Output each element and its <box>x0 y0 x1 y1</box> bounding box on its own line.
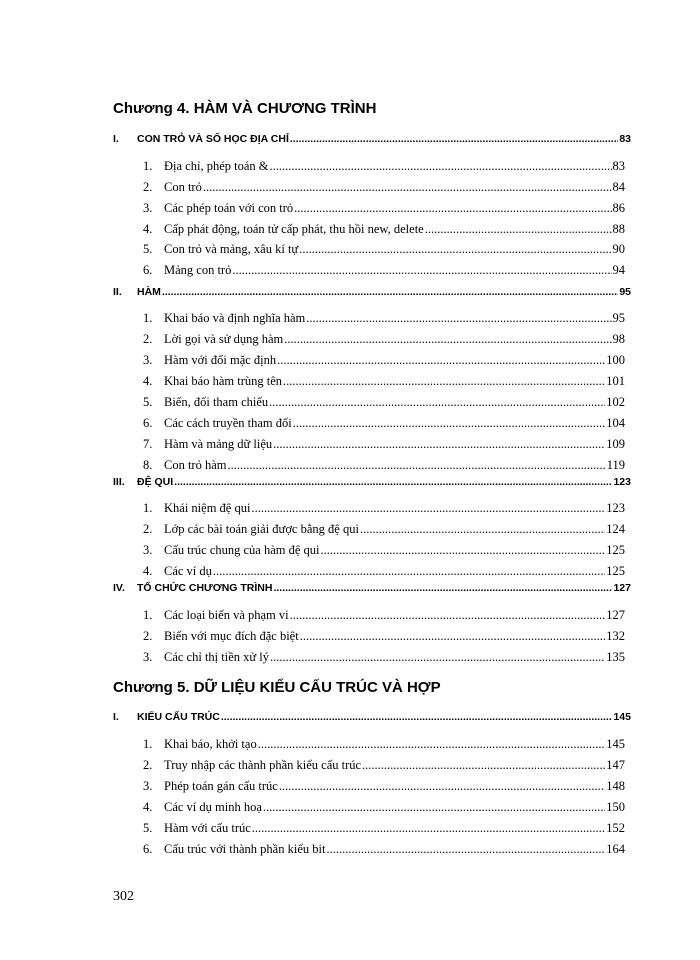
toc-item <box>143 332 625 347</box>
item-number: 7. <box>143 437 153 451</box>
section-number: II. <box>113 286 122 298</box>
item-number: 6. <box>143 263 153 277</box>
item-page: 125 <box>606 543 625 557</box>
leader-dots <box>228 458 606 473</box>
item-title: Khai báo và định nghĩa hàm <box>164 311 306 325</box>
item-number: 3. <box>143 650 153 664</box>
section-number: I. <box>113 711 119 723</box>
item-page: 164 <box>606 842 625 856</box>
toc-item <box>143 737 625 752</box>
leader-dots <box>306 311 611 326</box>
item-title: Biến với mục đích đặc biệt <box>164 629 299 643</box>
item-number: 2. <box>143 758 153 772</box>
section-number: IV. <box>113 582 125 594</box>
toc-item <box>143 159 625 174</box>
item-page: 104 <box>606 416 625 430</box>
toc-item <box>143 564 625 579</box>
item-title: Con trỏ <box>164 180 202 194</box>
leader-dots <box>273 437 605 452</box>
item-page: 84 <box>612 180 625 194</box>
toc-item <box>143 543 625 558</box>
section-title: TỔ CHỨC CHƯƠNG TRÌNH <box>137 582 273 594</box>
item-title: Khai báo, khởi tạo <box>164 737 257 751</box>
item-page: 102 <box>606 395 625 409</box>
leader-dots <box>221 711 613 723</box>
item-page: 109 <box>606 437 625 451</box>
item-number: 2. <box>143 522 153 536</box>
item-title: Các ví dụ <box>164 564 212 578</box>
item-title: Cấu trúc chung của hàm đệ qui <box>164 543 320 557</box>
item-page: 95 <box>612 311 625 325</box>
item-page: 119 <box>606 458 625 472</box>
section-title: KIỂU CẤU TRÚC <box>137 711 220 723</box>
section-page: 83 <box>619 133 631 145</box>
item-page: 145 <box>606 737 625 751</box>
toc-item <box>143 437 625 452</box>
section-page: 95 <box>619 286 631 298</box>
item-number: 1. <box>143 311 153 325</box>
toc-item <box>143 311 625 326</box>
item-number: 8. <box>143 458 153 472</box>
leader-dots <box>270 159 612 174</box>
toc-item <box>143 779 625 794</box>
item-page: 150 <box>606 800 625 814</box>
leader-dots <box>273 582 612 594</box>
toc-item <box>143 374 625 389</box>
item-page: 100 <box>606 353 625 367</box>
toc-item <box>143 800 625 815</box>
item-title: Phép toán gán cấu trúc <box>164 779 278 793</box>
item-number: 3. <box>143 779 153 793</box>
item-title: Truy nhập các thành phần kiểu cấu trúc <box>164 758 362 772</box>
section-title: HÀM <box>137 286 161 298</box>
section-number: I. <box>113 133 119 145</box>
item-page: 83 <box>612 159 625 173</box>
item-page: 124 <box>606 522 625 536</box>
leader-dots <box>293 416 606 431</box>
item-title: Lời gọi và sử dụng hàm <box>164 332 284 346</box>
item-title: Hàm với đối mặc định <box>164 353 277 367</box>
leader-dots <box>279 779 605 794</box>
leader-dots <box>300 629 606 644</box>
leader-dots <box>277 353 605 368</box>
toc-section <box>113 286 631 298</box>
leader-dots <box>299 242 611 257</box>
toc-item <box>143 522 625 537</box>
toc-item <box>143 242 625 257</box>
toc-section <box>113 133 631 145</box>
item-page: 132 <box>606 629 625 643</box>
section-title: ĐỆ QUI <box>137 476 174 488</box>
toc-item <box>143 608 625 623</box>
leader-dots <box>252 821 605 836</box>
leader-dots <box>284 332 611 347</box>
item-page: 88 <box>612 222 625 236</box>
item-number: 4. <box>143 564 153 578</box>
item-page: 125 <box>606 564 625 578</box>
leader-dots <box>162 286 618 298</box>
leader-dots <box>360 522 605 537</box>
item-number: 6. <box>143 842 153 856</box>
item-number: 1. <box>143 159 153 173</box>
toc-section <box>113 582 631 594</box>
toc-item <box>143 353 625 368</box>
item-number: 2. <box>143 629 153 643</box>
item-number: 1. <box>143 501 153 515</box>
item-number: 3. <box>143 353 153 367</box>
item-number: 2. <box>143 332 153 346</box>
item-title: Hàm với cấu trúc <box>164 821 251 835</box>
section-page: 127 <box>613 582 631 594</box>
leader-dots <box>263 800 605 815</box>
item-number: 1. <box>143 737 153 751</box>
section-page: 145 <box>613 711 631 723</box>
item-title: Các cách truyền tham đối <box>164 416 292 430</box>
toc-item <box>143 758 625 773</box>
page-number: 302 <box>113 889 134 904</box>
leader-dots <box>290 133 618 145</box>
item-number: 1. <box>143 608 153 622</box>
item-page: 86 <box>612 201 625 215</box>
leader-dots <box>232 263 611 278</box>
chapter-title: Chương 4. HÀM VÀ CHƯƠNG TRÌNH <box>113 100 377 117</box>
toc-section <box>113 476 631 488</box>
toc-item <box>143 650 625 665</box>
toc-item <box>143 180 625 195</box>
section-page: 123 <box>613 476 631 488</box>
leader-dots <box>321 543 606 558</box>
leader-dots <box>283 374 605 389</box>
item-number: 5. <box>143 242 153 256</box>
leader-dots <box>294 201 611 216</box>
section-number: III. <box>113 476 125 488</box>
item-page: 98 <box>612 332 625 346</box>
item-number: 5. <box>143 821 153 835</box>
item-title: Cấu trúc với thành phần kiểu bit <box>164 842 326 856</box>
toc-item <box>143 416 625 431</box>
item-title: Khái niệm đệ qui <box>164 501 251 515</box>
item-number: 5. <box>143 395 153 409</box>
leader-dots <box>258 737 606 752</box>
item-page: 147 <box>606 758 625 772</box>
leader-dots <box>270 650 605 665</box>
item-title: Các ví dụ minh hoạ <box>164 800 262 814</box>
item-title: Địa chỉ, phép toán & <box>164 159 269 173</box>
leader-dots <box>251 501 605 516</box>
item-title: Biến, đối tham chiếu <box>164 395 269 409</box>
toc-item <box>143 395 625 410</box>
item-number: 2. <box>143 180 153 194</box>
toc-item <box>143 501 625 516</box>
toc-item <box>143 458 625 473</box>
item-number: 3. <box>143 543 153 557</box>
leader-dots <box>362 758 605 773</box>
item-page: 148 <box>606 779 625 793</box>
item-title: Mảng con trỏ <box>164 263 232 277</box>
toc-item <box>143 842 625 857</box>
item-title: Hàm và mảng dữ liệu <box>164 437 273 451</box>
item-title: Con trỏ hàm <box>164 458 227 472</box>
chapter-title: Chương 5. DỮ LIỆU KIỂU CẤU TRÚC VÀ HỢP <box>113 679 441 696</box>
item-number: 3. <box>143 201 153 215</box>
section-title: CON TRỎ VÀ SỐ HỌC ĐỊA CHỈ <box>137 133 289 145</box>
item-title: Cấp phát động, toán tử cấp phát, thu hồi new, delete <box>164 222 424 236</box>
leader-dots <box>425 222 612 237</box>
item-page: 123 <box>606 501 625 515</box>
leader-dots <box>203 180 612 195</box>
leader-dots <box>290 608 606 623</box>
toc-item <box>143 222 625 237</box>
item-title: Các phép toán với con trỏ <box>164 201 294 215</box>
item-page: 135 <box>606 650 625 664</box>
item-title: Các loại biến và phạm vi <box>164 608 289 622</box>
item-title: Các chỉ thị tiền xử lý <box>164 650 270 664</box>
item-title: Khai báo hàm trùng tên <box>164 374 283 388</box>
item-page: 90 <box>612 242 625 256</box>
item-page: 127 <box>606 608 625 622</box>
leader-dots <box>269 395 605 410</box>
toc-item <box>143 821 625 836</box>
item-title: Con trỏ và mảng, xâu kí tự <box>164 242 299 256</box>
toc-section <box>113 711 631 723</box>
item-number: 4. <box>143 800 153 814</box>
leader-dots <box>213 564 605 579</box>
leader-dots <box>174 476 612 488</box>
leader-dots <box>326 842 605 857</box>
item-number: 6. <box>143 416 153 430</box>
toc-item <box>143 629 625 644</box>
item-page: 94 <box>612 263 625 277</box>
item-number: 4. <box>143 222 153 236</box>
item-page: 101 <box>606 374 625 388</box>
toc-item <box>143 201 625 216</box>
item-title: Lớp các bài toán giải được bằng đệ qui <box>164 522 359 536</box>
toc-item <box>143 263 625 278</box>
item-number: 4. <box>143 374 153 388</box>
item-page: 152 <box>606 821 625 835</box>
